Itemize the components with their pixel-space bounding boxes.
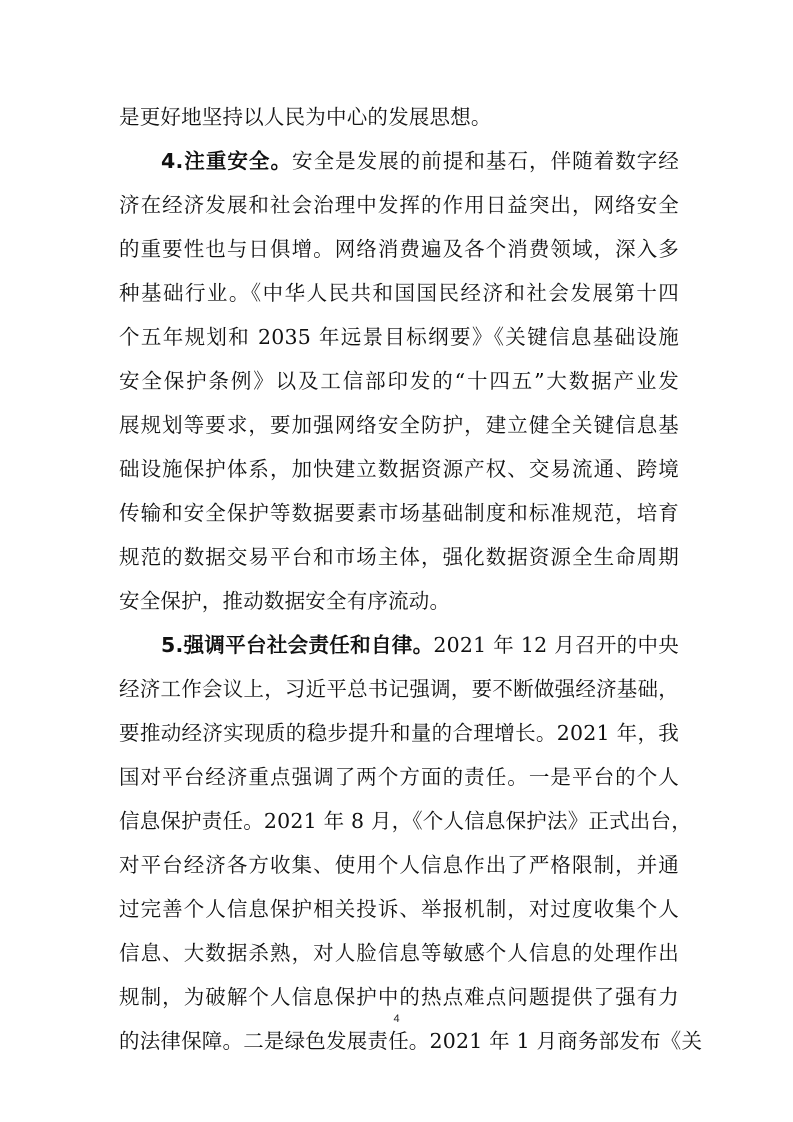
text-line: 础设施保护体系，加快建立数据资源产权、交易流通、跨境 xyxy=(119,457,679,481)
text-line: 种基础行业。《中华人民共和国国民经济和社会发展第十四 xyxy=(119,281,679,305)
section-4-heading-line: 4.注重安全。安全是发展的前提和基石，伴随着数字经 xyxy=(161,149,679,173)
text-line: 信息、大数据杀熟，对人脸信息等敏感个人信息的处理作出 xyxy=(119,941,679,965)
text-line: 对平台经济各方收集、使用个人信息作出了严格限制，并通 xyxy=(119,853,679,877)
text-line: 是更好地坚持以人民为中心的发展思想。 xyxy=(119,105,492,129)
text-line: 的法律保障。二是绿色发展责任。2021 年 1 月商务部发布《关 xyxy=(119,1029,703,1053)
text-line: 安全保护，推动数据安全有序流动。 xyxy=(119,589,451,613)
text-line: 传输和安全保护等数据要素市场基础制度和标准规范，培育 xyxy=(119,501,679,525)
page-number: 4 xyxy=(393,1013,400,1025)
text-line: 国对平台经济重点强调了两个方面的责任。一是平台的个人 xyxy=(119,765,679,789)
section-5-heading: 5.强调平台社会责任和自律。 xyxy=(161,633,434,657)
text-line: 济在经济发展和社会治理中发挥的作用日益突出，网络安全 xyxy=(119,193,679,217)
text-line: 信息保护责任。2021 年 8 月，《个人信息保护法》正式出台， xyxy=(119,809,692,833)
text-line: 展规划等要求，要加强网络安全防护，建立健全关键信息基 xyxy=(119,413,679,437)
text-line: 规制，为破解个人信息保护中的热点难点问题提供了强有力 xyxy=(119,985,679,1009)
text-line: 经济工作会议上，习近平总书记强调，要不断做强经济基础， xyxy=(119,677,679,701)
text-line: 的重要性也与日俱增。网络消费遍及各个消费领域，深入多 xyxy=(119,237,679,261)
text-line: 个五年规划和 2035 年远景目标纲要》《关键信息基础设施 xyxy=(119,325,679,349)
text-line: 规范的数据交易平台和市场主体，强化数据资源全生命周期 xyxy=(119,545,679,569)
text-line: 要推动经济实现质的稳步提升和量的合理增长。2021 年，我 xyxy=(119,721,679,745)
section-5-heading-line: 5.强调平台社会责任和自律。2021 年 12 月召开的中央 xyxy=(161,633,679,657)
text-line: 过完善个人信息保护相关投诉、举报机制，对过度收集个人 xyxy=(119,897,679,921)
section-4-heading: 4.注重安全。 xyxy=(161,149,293,173)
text-line: 安全保护条例》以及工信部印发的“十四五”大数据产业发 xyxy=(119,369,679,393)
